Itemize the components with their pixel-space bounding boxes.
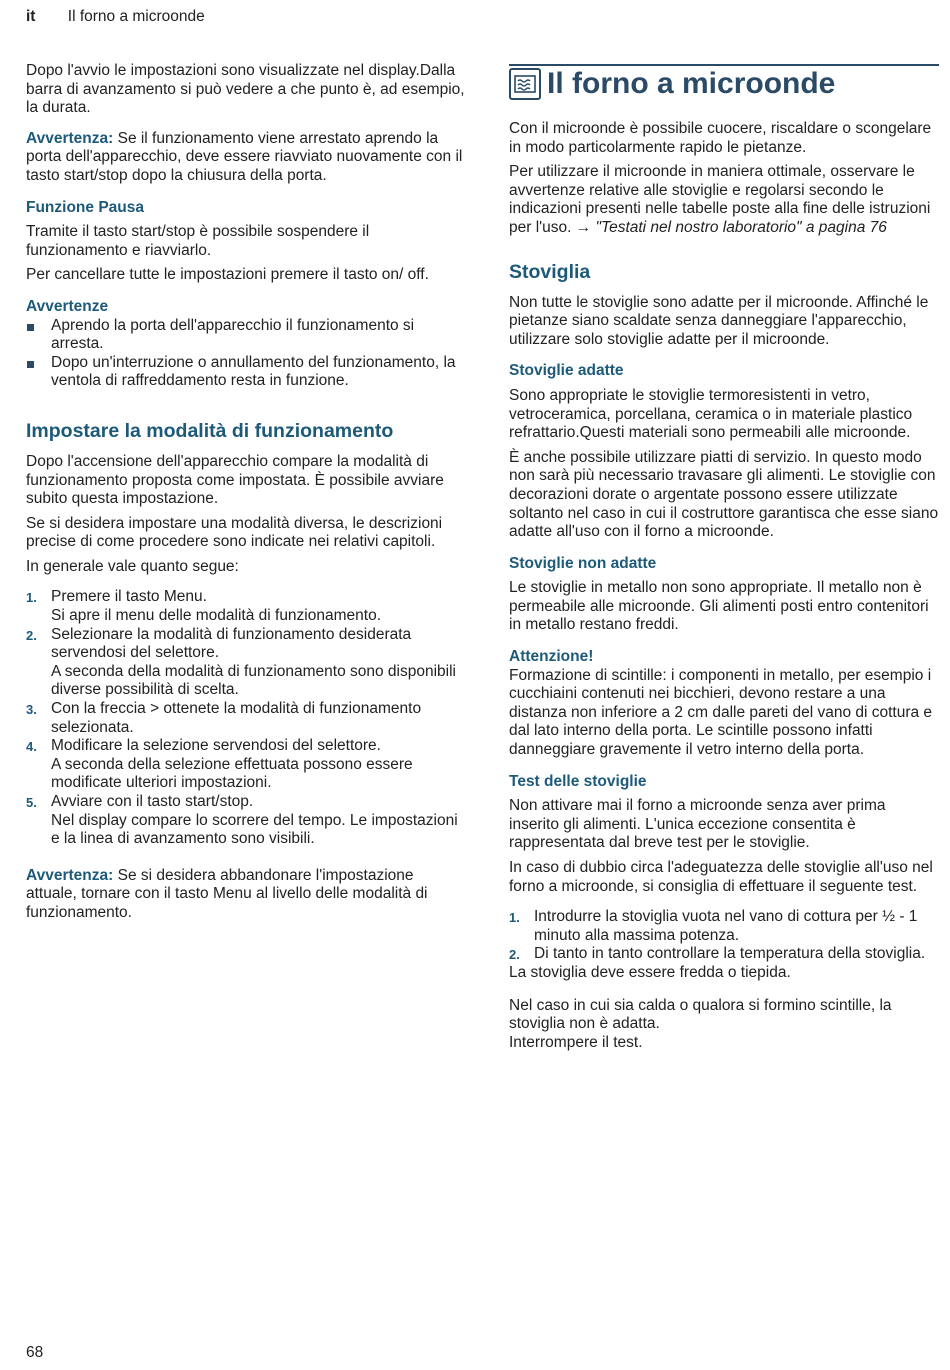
usage-text: Per utilizzare il microonde in maniera ottimale, osservare le avvertenze relative alle stoviglie e regolarsi secondo le indicazioni presenti nelle tabelle poste alla fine delle istruzioni per l'uso.: [509, 163, 931, 236]
warning-note-2: [26, 867, 466, 923]
list-item: [509, 908, 939, 945]
warning-text: Se il funzionamento viene arrestato aprendo la porta dell'apparecchio, deve essere riavviato nuovamente con il tasto start/stop dopo la chiusura della porta.: [26, 129, 463, 184]
step-line: Avviare con il tasto start/stop.: [51, 793, 254, 810]
chapter-title-row: [509, 64, 939, 102]
adatte-paragraph-2: È anche possibile utilizzare piatti di servizio. In questo modo non sarà più necessario travasare gli alimenti. Le stoviglie con decorazioni dorate o argentate possono essere utilizzate soltanto nel caso in cui il costruttore garantisca che esse siano adatte all'uso con il forno a microonde.: [509, 448, 939, 541]
warning-text: Se si desidera abbandonare l'impostazione attuale, tornare con il tasto Menu al livello delle modalità di funzionamento.: [26, 866, 428, 921]
step-number: 1.: [509, 910, 520, 926]
list-item: Dopo un'interruzione o annullamento del funzionamento, la ventola di raffreddamento resta in funzione.: [26, 354, 466, 391]
language-code: it: [26, 8, 36, 25]
warning-label: Avvertenza:: [26, 129, 114, 147]
step-line: A seconda della selezione effettuata possono essere modificate ulteriori impostazioni.: [51, 755, 413, 792]
page-header: [26, 8, 205, 27]
mode-section-heading: Impostare la modalità di funzionamento: [26, 419, 394, 442]
list-item: Aprendo la porta dell'apparecchio il funzionamento si arresta.: [26, 317, 466, 354]
mode-steps-list: [26, 588, 466, 848]
test-paragraph-2: In caso di dubbio circa l'adeguatezza delle stoviglie all'uso nel forno a microonde, si consiglia di effettuare il seguente test.: [509, 859, 933, 895]
list-item: [26, 737, 466, 793]
pause-paragraph-1: Tramite il tasto start/stop è possibile sospendere il funzionamento e riavviarlo.: [26, 223, 370, 259]
step-number: 4.: [26, 739, 37, 755]
step-line: Nel display compare lo scorrere del tempo. Le impostazioni e la linea di avanzamento sono visibili.: [51, 811, 458, 848]
test-steps-list: [509, 908, 939, 964]
test-heading: Test delle stoviglie: [509, 772, 647, 790]
intro-paragraph: Con il microonde è possibile cuocere, riscaldare o scongelare in modo particolarmente rapido le pietanze.: [509, 120, 932, 156]
right-column: [509, 64, 939, 1058]
list-item: [509, 945, 939, 964]
test-paragraph-1: Non attivare mai il forno a microonde senza aver prima inserito gli alimenti. L'unica eccezione consentita è rappresentata dal breve test per le stoviglie.: [509, 797, 886, 852]
stoviglia-paragraph: Non tutte le stoviglie sono adatte per il microonde. Affinché le pietanze siano scaldate senza danneggiare l'apparecchio, utilizzare solo stoviglie adatte per il microonde.: [509, 293, 929, 348]
test-paragraph-3: Nel caso in cui sia calda o qualora si formino scintille, la stoviglia non è adatta.: [509, 996, 892, 1033]
test-paragraph-4: Interrompere il test.: [509, 1033, 643, 1051]
step-line: Di tanto in tanto controllare la temperatura della stoviglia.: [534, 945, 926, 963]
pause-heading: Funzione Pausa: [26, 198, 144, 216]
warning-label: Avvertenza:: [26, 866, 114, 884]
page-title: Il forno a microonde: [547, 67, 836, 100]
microwave-icon: [509, 68, 541, 100]
usage-paragraph: [509, 163, 939, 237]
stoviglia-heading: Stoviglia: [509, 260, 591, 283]
step-line: Con la freccia > ottenete la modalità di funzionamento selezionata.: [51, 700, 422, 736]
list-item: [26, 793, 466, 849]
nonadatte-heading: Stoviglie non adatte: [509, 554, 657, 572]
warning-note-1: [26, 130, 466, 186]
step-number: 2.: [26, 627, 37, 643]
nonadatte-paragraph: Le stoviglie in metallo non sono appropriate. Il metallo non è permeabile alle microonde. Gli alimenti posti entro contenitori in metallo restano freddi.: [509, 579, 929, 634]
mode-paragraph-3: In generale vale quanto segue:: [26, 557, 239, 575]
page-reference-link[interactable]: → "Testati nel nostro laboratorio" a pagina 76: [575, 218, 887, 236]
pause-paragraph-2: Per cancellare tutte le impostazioni premere il tasto on/ off.: [26, 266, 429, 284]
attention-heading: Attenzione!: [509, 648, 594, 666]
list-item: [26, 588, 466, 625]
step-number: 3.: [26, 702, 37, 718]
warnings-heading: Avvertenze: [26, 297, 109, 315]
intro-paragraph: Dopo l'avvio le impostazioni sono visualizzate nel display.Dalla barra di avanzamento si può vedere a che punto è, ad esempio, la durata.: [26, 62, 465, 117]
list-item: [26, 700, 466, 737]
page-number: 68: [26, 1344, 44, 1361]
step-number: 2.: [509, 947, 520, 963]
attention-paragraph: Formazione di scintille: i componenti in metallo, per esempio i cucchiaini contenuti nei bicchieri, devono restare a una distanza non inferiore a 2 cm dalle pareti del vano di cottura e dal lato interno della porta. Le scintille possono infatti danneggiare gravemente il vetro interno della porta.: [509, 666, 933, 759]
step-line: Modificare la selezione servendosi del selettore.: [51, 737, 381, 755]
step-line: Premere il tasto Menu.: [51, 588, 207, 606]
header-section-title: Il forno a microonde: [67, 8, 205, 25]
test-after-text: La stoviglia deve essere fredda o tiepida.: [509, 963, 791, 981]
left-column: [26, 62, 466, 929]
mode-paragraph-2: Se si desidera impostare una modalità diversa, le descrizioni precise di come procedere sono indicate nei relativi capitoli.: [26, 514, 443, 551]
adatte-paragraph-1: Sono appropriate le stoviglie termoresistenti in vetro, vetroceramica, porcellana, ceramica o in materiale plastico refrattario.Questi materiali sono permeabili alle microonde.: [509, 386, 913, 442]
adatte-heading: Stoviglie adatte: [509, 362, 624, 380]
step-line: A seconda della modalità di funzionamento sono disponibili diverse possibilità di scelta.: [51, 662, 456, 699]
step-number: 1.: [26, 590, 37, 606]
mode-paragraph-1: Dopo l'accensione dell'apparecchio compare la modalità di funzionamento proposta come impostata. È possibile avviare subito questa impostazione.: [26, 452, 444, 508]
step-line: Introdurre la stoviglia vuota nel vano di cottura per ½ - 1 minuto alla massima potenza.: [534, 908, 918, 944]
step-number: 5.: [26, 795, 37, 810]
step-line: Selezionare la modalità di funzionamento desiderata servendosi del selettore.: [51, 625, 412, 662]
list-item: [26, 626, 466, 700]
step-line: Si apre il menu delle modalità di funzionamento.: [51, 607, 381, 625]
warnings-list: [26, 317, 466, 391]
